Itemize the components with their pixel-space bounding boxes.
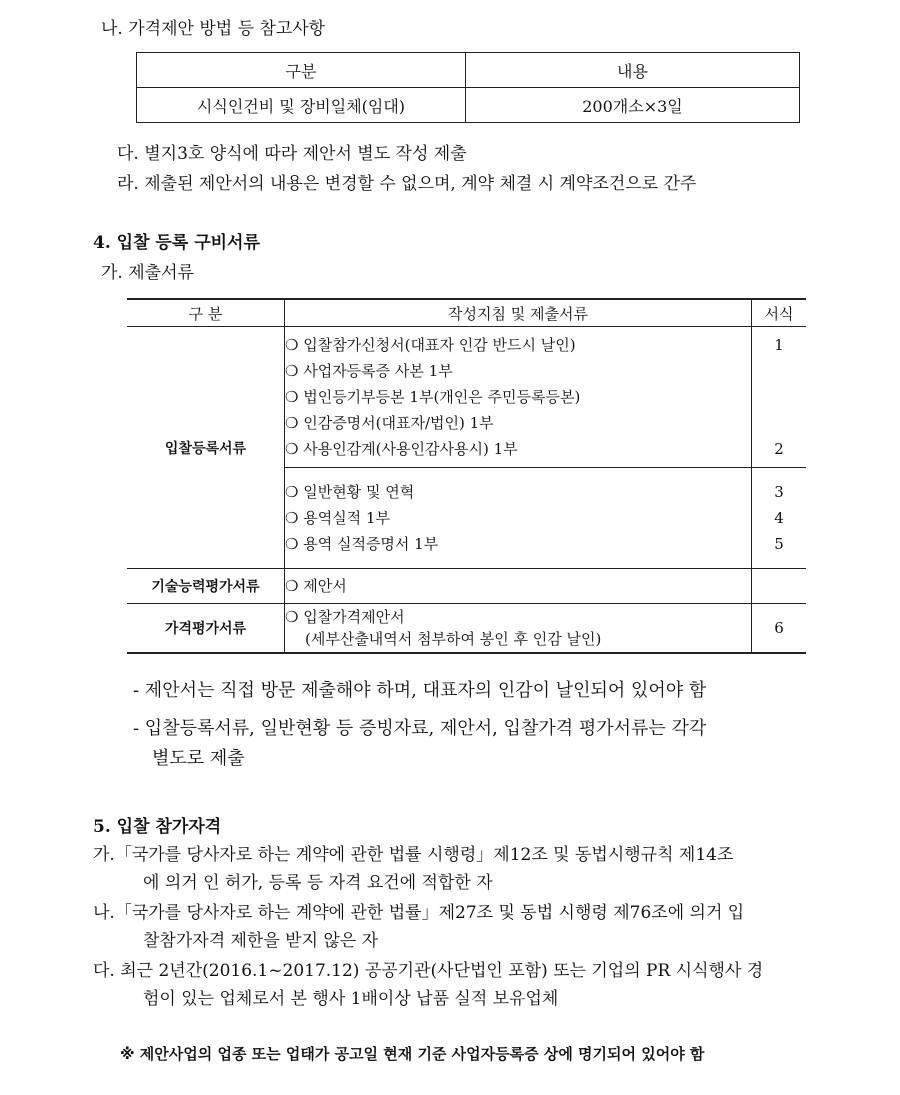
list-item: ❍ 용역실적 1부: [285, 509, 390, 527]
table-cell: [285, 569, 752, 604]
list-item: ❍ 입찰가격제안서: [285, 608, 405, 626]
table-header-row: [137, 53, 800, 88]
table-row: [127, 604, 806, 654]
qualification-na: 나.「국가를 당사자로 하는 계약에 관한 법률」제27조 및 동법 시행령 제76조에 의거 입: [93, 903, 745, 923]
table-row: [127, 327, 806, 468]
form-number: [752, 410, 806, 436]
form-number: 5: [774, 535, 784, 553]
submission-documents-table: [127, 298, 806, 654]
section-title-4: 4. 입찰 등록 구비서류: [93, 233, 260, 253]
table-cell: [285, 327, 752, 468]
table-cell: [752, 327, 807, 468]
list-item: (세부산출내역서 첨부하여 봉인 후 인감 날인): [305, 630, 602, 648]
table-header-cell: 내용: [466, 53, 800, 88]
list-item: ❍ 사용인감계(사용인감사용시) 1부: [285, 440, 518, 458]
qualification-na-continued: 찰참가자격 제한을 받지 않은 자: [143, 931, 379, 951]
qualification-ga-continued: 에 의거 인 허가, 등록 등 자격 요건에 적합한 자: [143, 873, 493, 893]
table-row: [137, 88, 800, 123]
form-number: 6: [752, 604, 807, 654]
row-label-registration: 입찰등록서류: [164, 440, 247, 457]
price-reference-table: [136, 52, 800, 123]
table-cell: [285, 604, 752, 654]
form-number: 2: [774, 440, 784, 458]
row-label-price: 가격평가서류: [127, 604, 285, 654]
form-number: [752, 384, 806, 410]
list-item: ❍ 일반현황 및 연혁: [285, 483, 415, 501]
dash-note: - 제안서는 직접 방문 제출해야 하며, 대표자의 인감이 날인되어 있어야 함: [133, 680, 707, 701]
form-number: 3: [774, 483, 784, 501]
section-title-5: 5. 입찰 참가자격: [93, 817, 222, 837]
table-header-cell: 서식: [752, 299, 807, 327]
dash-note-continued: 별도로 제출: [152, 748, 245, 769]
footnote: ※ 제안사업의 업종 또는 업태가 공고일 현재 기준 사업자등록증 상에 명기되어 있어야 함: [120, 1045, 705, 1063]
list-item: ❍ 인감증명서(대표자/법인) 1부: [285, 414, 494, 432]
table-cell: [285, 468, 752, 569]
table-header-cell: 구분: [137, 53, 466, 88]
qualification-da: 다. 최근 2년간(2016.1~2017.12) 공공기관(사단법인 포함) 또는 기업의 PR 시식행사 경: [93, 961, 764, 981]
table-cell: [752, 569, 807, 604]
table-cell: 200개소×3일: [466, 88, 800, 123]
qualification-da-continued: 험이 있는 업체로서 본 행사 1배이상 납품 실적 보유업체: [143, 989, 559, 1009]
table-cell: 시식인건비 및 장비일체(임대): [137, 88, 466, 123]
row-label-technical: 기술능력평가서류: [127, 569, 285, 604]
form-number: [752, 358, 806, 384]
dash-note: - 입찰등록서류, 일반현황 등 증빙자료, 제안서, 입찰가격 평가서류는 각각: [133, 718, 707, 739]
list-item: ❍ 법인등기부등본 1부(개인은 주민등록등본): [285, 388, 581, 406]
table-header-cell: 구 분: [127, 299, 285, 327]
subsection-ga: 가. 제출서류: [101, 263, 194, 283]
form-number: 4: [774, 509, 784, 527]
table-cell: [752, 468, 807, 569]
section-heading-na: 나. 가격제안 방법 등 참고사항: [101, 19, 326, 39]
note-da: 다. 별지3호 양식에 따라 제안서 별도 작성 제출: [117, 144, 467, 164]
list-item: ❍ 제안서: [285, 577, 347, 595]
table-row: [127, 569, 806, 604]
list-item: ❍ 입찰참가신청서(대표자 인감 반드시 날인): [285, 336, 576, 354]
form-number: 1: [774, 336, 784, 354]
qualification-ga: 가.「국가를 당사자로 하는 계약에 관한 법률 시행령」제12조 및 동법시행규칙 제14조: [93, 845, 734, 865]
list-item: ❍ 사업자등록증 사본 1부: [285, 362, 453, 380]
table-header-cell: 작성지침 및 제출서류: [285, 299, 752, 327]
table-header-row: [127, 299, 806, 327]
list-item: ❍ 용역 실적증명서 1부: [285, 535, 439, 553]
note-ra: 라. 제출된 제안서의 내용은 변경할 수 없으며, 계약 체결 시 계약조건으로 간주: [117, 174, 697, 194]
